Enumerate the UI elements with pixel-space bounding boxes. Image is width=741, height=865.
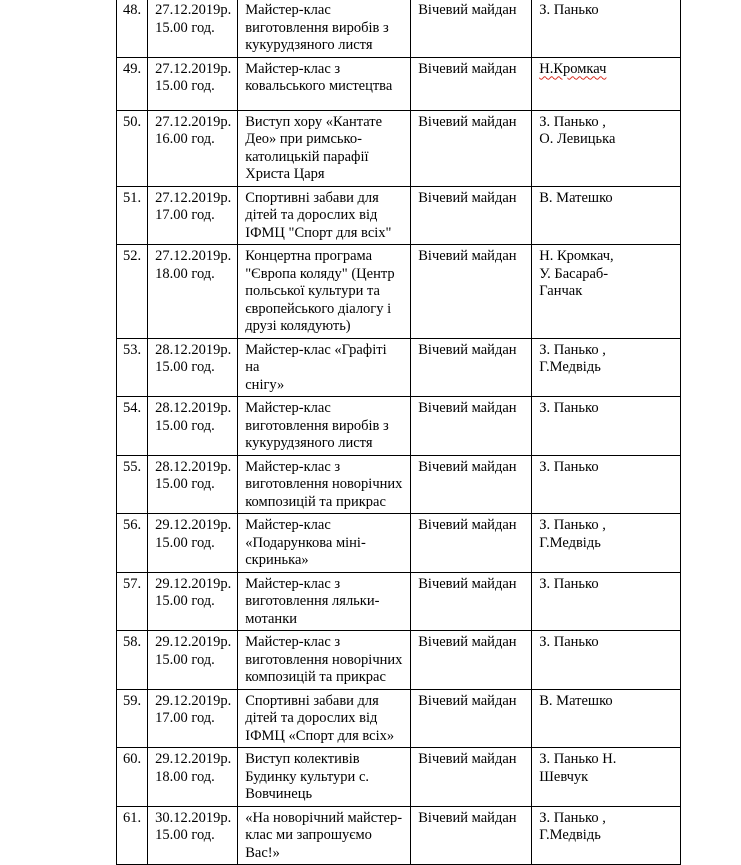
place-cell <box>411 245 532 339</box>
event-place: Вічевий майдан <box>418 248 517 264</box>
event-date: 27.12.2019р. 15.00 год. <box>155 60 232 94</box>
event-title: Майстер-клас виготовлення виробів з кукурудзяного листя <box>245 2 389 53</box>
date-cell <box>148 455 238 514</box>
event-cell <box>238 110 411 186</box>
event-title: Майстер-клас «Подарункова міні- скринька» <box>245 517 366 568</box>
table-row <box>117 514 681 573</box>
table-row <box>117 689 681 748</box>
row-number-cell <box>117 0 148 57</box>
event-place: Вічевий майдан <box>418 458 517 475</box>
row-number: 50. <box>123 113 142 130</box>
event-title: Майстер-клас з виготовлення ляльки- мотанки <box>245 575 380 627</box>
table-row <box>117 338 681 397</box>
event-cell <box>238 455 411 514</box>
event-place: Вічевий майдан <box>418 113 517 130</box>
event-title: Майстер-клас з ковальського мистецтва <box>245 60 393 94</box>
row-number-cell <box>117 514 148 573</box>
row-number-cell <box>117 186 148 245</box>
table-row <box>117 245 681 339</box>
responsible-cell <box>532 110 681 186</box>
event-cell <box>238 397 411 456</box>
event-date: 29.12.2019р. 17.00 год. <box>155 692 232 726</box>
row-number: 56. <box>123 517 142 533</box>
event-title: Майстер-клас з виготовлення новорічних композицій та прикрас <box>245 458 403 510</box>
event-place: Вічевий майдан <box>418 189 517 206</box>
place-cell <box>411 572 532 631</box>
responsible-cell <box>532 397 681 456</box>
event-date: 27.12.2019р. 16.00 год. <box>155 113 232 147</box>
place-cell <box>411 338 532 397</box>
event-date: 28.12.2019р. 15.00 год. <box>155 458 232 492</box>
table-row <box>117 0 681 57</box>
responsible-cell <box>532 0 681 57</box>
place-cell <box>411 455 532 514</box>
event-title: Виступ хору «Кантате Део» при римсько- католицькій парафії Христа Царя <box>245 113 383 182</box>
event-date: 27.12.2019р. 17.00 год. <box>155 189 232 223</box>
event-place: Вічевий майдан <box>418 692 517 709</box>
event-cell <box>238 57 411 110</box>
event-cell <box>238 245 411 339</box>
date-cell <box>148 245 238 339</box>
row-number: 49. <box>123 60 142 77</box>
row-number: 52. <box>123 248 142 264</box>
place-cell <box>411 186 532 245</box>
row-number-cell <box>117 57 148 110</box>
row-number: 51. <box>123 189 142 206</box>
event-date: 28.12.2019р. 15.00 год. <box>155 400 232 434</box>
date-cell <box>148 748 238 807</box>
row-number: 61. <box>123 809 142 826</box>
date-cell <box>148 631 238 690</box>
table-row <box>117 186 681 245</box>
event-date: 28.12.2019р. 15.00 год. <box>155 341 232 375</box>
table-row <box>117 397 681 456</box>
responsible-cell <box>532 455 681 514</box>
responsible-person: З. Панько <box>539 634 599 650</box>
event-place: Вічевий майдан <box>418 809 517 826</box>
event-cell <box>238 689 411 748</box>
row-number: 55. <box>123 458 142 475</box>
event-cell <box>238 748 411 807</box>
event-cell <box>238 0 411 57</box>
responsible-person: З. Панько <box>539 2 599 18</box>
place-cell <box>411 631 532 690</box>
responsible-person: З. Панько <box>539 458 599 475</box>
row-number-cell <box>117 110 148 186</box>
row-number-cell <box>117 806 148 865</box>
event-title: Майстер-клас «Графіті на снігу» <box>245 341 387 393</box>
event-cell <box>238 338 411 397</box>
date-cell <box>148 110 238 186</box>
row-number-cell <box>117 338 148 397</box>
event-cell <box>238 572 411 631</box>
event-place: Вічевий майдан <box>418 575 517 592</box>
responsible-cell <box>532 689 681 748</box>
events-table <box>116 0 681 865</box>
responsible-cell <box>532 514 681 573</box>
event-place: Вічевий майдан <box>418 400 517 416</box>
event-place: Вічевий майдан <box>418 517 517 533</box>
responsible-person: В. Матешко <box>539 692 613 709</box>
event-title: Концертна програма "Європа коляду" (Центр польської культури та європейського діалогу і друзі колядують) <box>245 248 395 334</box>
date-cell <box>148 397 238 456</box>
row-number: 58. <box>123 634 142 650</box>
event-date: 29.12.2019р. 15.00 год. <box>155 517 232 551</box>
responsible-cell <box>532 748 681 807</box>
table-row <box>117 806 681 865</box>
event-place: Вічевий майдан <box>418 751 517 767</box>
row-number: 54. <box>123 400 142 416</box>
event-title: Майстер-клас виготовлення виробів з кукурудзяного листя <box>245 400 389 451</box>
event-title: Майстер-клас з виготовлення новорічних композицій та прикрас <box>245 634 403 685</box>
event-cell <box>238 514 411 573</box>
event-date: 30.12.2019р. 15.00 год. <box>155 809 232 843</box>
responsible-person: З. Панько , Г.Медвідь <box>539 809 606 843</box>
row-number-cell <box>117 455 148 514</box>
event-title: Спортивні забави для дітей та дорослих від ІФМЦ «Спорт для всіх» <box>245 692 395 744</box>
event-title: «На новорічний майстер- клас ми запрошуємо Вас!» <box>245 809 403 861</box>
place-cell <box>411 0 532 57</box>
date-cell <box>148 338 238 397</box>
responsible-cell <box>532 245 681 339</box>
event-title: Спортивні забави для дітей та дорослих від ІФМЦ "Спорт для всіх" <box>245 189 392 241</box>
event-date: 29.12.2019р. 18.00 год. <box>155 751 232 785</box>
responsible-person: З. Панько <box>539 575 599 592</box>
place-cell <box>411 806 532 865</box>
responsible-person: З. Панько <box>539 400 599 416</box>
date-cell <box>148 186 238 245</box>
responsible-cell <box>532 338 681 397</box>
place-cell <box>411 689 532 748</box>
row-number: 53. <box>123 341 142 358</box>
event-date: 29.12.2019р. 15.00 год. <box>155 634 232 668</box>
table-row <box>117 57 681 110</box>
responsible-person: З. Панько Н. Шевчук <box>539 751 617 785</box>
event-place: Вічевий майдан <box>418 341 517 358</box>
row-number: 57. <box>123 575 142 592</box>
row-number-cell <box>117 689 148 748</box>
row-number: 59. <box>123 692 142 709</box>
place-cell <box>411 110 532 186</box>
table-row <box>117 110 681 186</box>
responsible-person: Н.Кромкач <box>539 60 607 77</box>
date-cell <box>148 0 238 57</box>
table-row <box>117 748 681 807</box>
date-cell <box>148 689 238 748</box>
event-place: Вічевий майдан <box>418 2 517 18</box>
event-cell <box>238 186 411 245</box>
event-date: 27.12.2019р. 18.00 год. <box>155 248 232 282</box>
place-cell <box>411 514 532 573</box>
date-cell <box>148 806 238 865</box>
responsible-cell <box>532 57 681 110</box>
place-cell <box>411 397 532 456</box>
responsible-cell <box>532 631 681 690</box>
row-number: 48. <box>123 2 142 18</box>
table-row <box>117 572 681 631</box>
row-number: 60. <box>123 751 142 767</box>
row-number-cell <box>117 748 148 807</box>
place-cell <box>411 748 532 807</box>
event-date: 27.12.2019р. 15.00 год. <box>155 2 232 36</box>
row-number-cell <box>117 245 148 339</box>
date-cell <box>148 57 238 110</box>
responsible-person: З. Панько , Г.Медвідь <box>539 341 606 375</box>
responsible-person: З. Панько , Г.Медвідь <box>539 517 606 551</box>
event-title: Виступ колективів Будинку культури с. Вовчинець <box>245 751 370 802</box>
responsible-person: Н. Кромкач, У. Басараб- Ганчак <box>539 248 614 299</box>
event-cell <box>238 631 411 690</box>
event-place: Вічевий майдан <box>418 634 517 650</box>
responsible-person: В. Матешко <box>539 189 613 206</box>
row-number-cell <box>117 572 148 631</box>
date-cell <box>148 514 238 573</box>
row-number-cell <box>117 397 148 456</box>
place-cell <box>411 57 532 110</box>
events-table-body <box>117 0 681 865</box>
event-place: Вічевий майдан <box>418 60 517 77</box>
date-cell <box>148 572 238 631</box>
responsible-person: З. Панько , О. Левицька <box>539 113 616 147</box>
table-row <box>117 455 681 514</box>
event-date: 29.12.2019р. 15.00 год. <box>155 575 232 609</box>
responsible-cell <box>532 806 681 865</box>
responsible-cell <box>532 186 681 245</box>
responsible-cell <box>532 572 681 631</box>
event-cell <box>238 806 411 865</box>
row-number-cell <box>117 631 148 690</box>
table-row <box>117 631 681 690</box>
